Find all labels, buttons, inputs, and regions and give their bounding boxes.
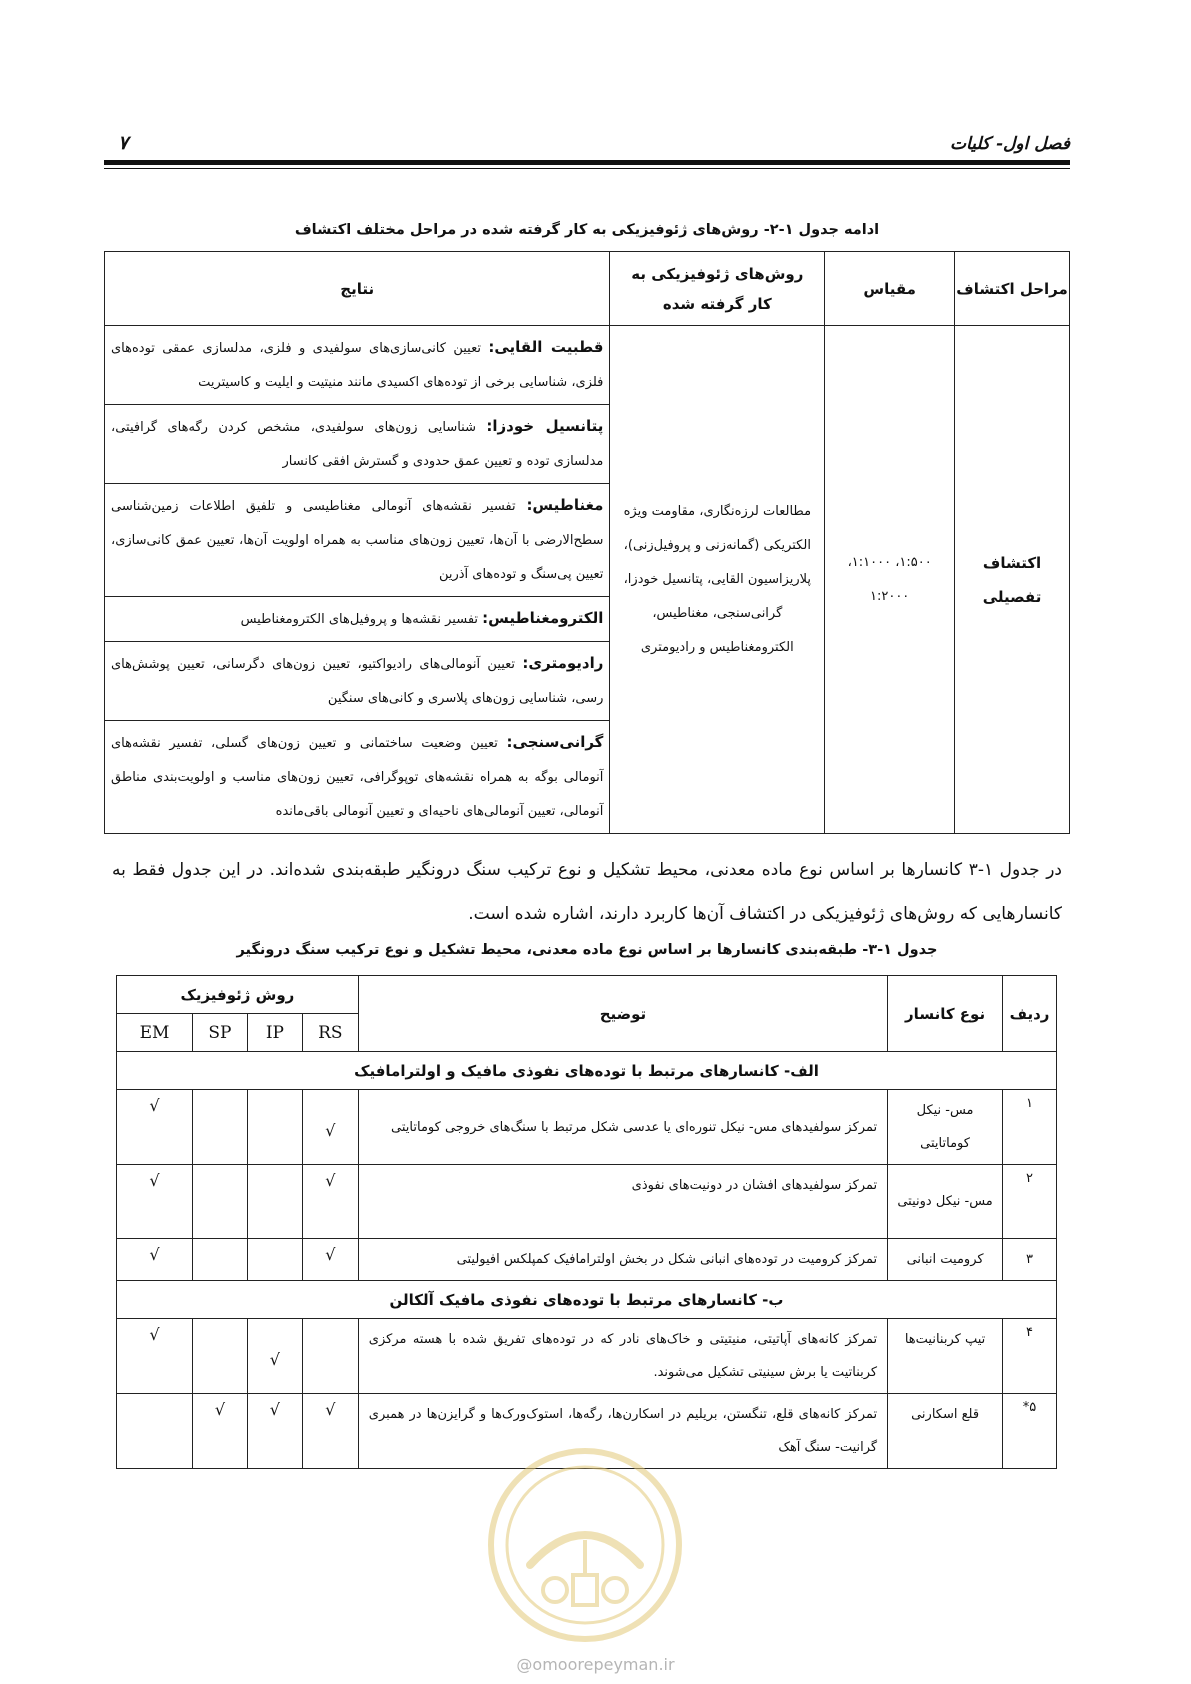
check-ip (247, 1239, 302, 1281)
result-text: تفسیر نقشه‌های آنومالی مغناطیسی و تلفیق اطلاعات زمین‌شناسی سطح‌الارضی با آن‌ها، تعیین زون‌های مناسب به همراه اولویت آن‌ها، تعیین عمق کانی‌سازی، تعیین پی‌سنگ و توده‌های آذرین (111, 499, 604, 582)
result-cell (105, 721, 610, 834)
body-paragraph: در جدول ۱-۳ کانسارها بر اساس نوع ماده معدنی، محیط تشکیل و نوع ترکیب سنگ درونگیر طبقه‌بندی شده‌اند. در این جدول فقط به کانسارهایی که روش‌های ژئوفیزیکی در اکتشاف آن‌ها کاربرد دارند، اشاره شده است. (112, 860, 1062, 924)
result-text: تفسیر نقشه‌ها و پروفیل‌های الکترومغناطیس (240, 612, 483, 627)
table1-row (105, 326, 1070, 405)
check-ip (247, 1090, 302, 1165)
page-header (104, 130, 1070, 164)
header-rule-thin (104, 168, 1070, 169)
row-number: ۱ (1003, 1090, 1057, 1165)
table1 (104, 251, 1070, 834)
methods-line: پلاریزاسیون القایی، پتانسیل خودزا، (623, 571, 812, 587)
deposit-desc: تمرکز کانه‌های قلع، تنگستن، بریلیم در اسکارن‌ها، رگه‌ها، استوک‌ورک‌ها و گرایزن‌ها در همبری گرانیت- سنگ آهک (358, 1394, 887, 1469)
table2-header-desc: توضیح (358, 976, 887, 1052)
table1-header-methods-line1: روش‌های ژئوفیزیکی به (631, 264, 804, 283)
result-text: شناسایی زون‌های سولفیدی، مشخص کردن رگه‌های گرافیتی، مدلسازی توده و تعیین عمق حدودی و گسترش افقی کانسار (111, 420, 604, 469)
stage-line2: تفصیلی (982, 587, 1042, 606)
check-ip: √ (247, 1394, 302, 1469)
table2-header-ip: IP (247, 1014, 302, 1052)
watermark-site: @omoorepeyman.ir (516, 1655, 675, 1674)
table2 (116, 975, 1057, 1469)
result-cell (105, 405, 610, 484)
check-sp: √ (192, 1394, 247, 1469)
check-rs: √ (302, 1239, 358, 1281)
table1-header-results: نتایج (105, 252, 610, 326)
table2-row (117, 1319, 1057, 1394)
result-term: پتانسیل خودزا: (486, 417, 604, 435)
check-em: √ (117, 1239, 193, 1281)
result-term: گرانی‌سنجی: (506, 733, 604, 751)
result-cell (105, 326, 610, 405)
deposit-type: تیپ کربنانیت‌ها (888, 1319, 1003, 1394)
table2-header-row (117, 976, 1057, 1014)
result-text: تعیین وضعیت ساختمانی و تعیین زون‌های گسلی، تفسیر نقشه‌های آنومالی بوگه به همراه نقشه‌های توپوگرافی، تعیین زون‌های مناسب و اولویت‌بندی مناطق آنومالی، تعیین آنومالی‌های ناحیه‌ای و تعیین آنومالی باقی‌مانده (111, 736, 604, 819)
table2-header-em: EM (117, 1014, 193, 1052)
result-cell (105, 597, 610, 642)
table2-section-row (117, 1281, 1057, 1319)
check-em: √ (117, 1319, 193, 1394)
table1-caption: ادامه جدول ۱-۲- روش‌های ژئوفیزیکی به کار گرفته شده در مراحل مختلف اکتشاف (294, 222, 880, 238)
scale-line1: ۱:۵۰۰، ۱:۱۰۰۰، (847, 554, 932, 570)
table2-header-sp: SP (192, 1014, 247, 1052)
deposit-type: قلع اسکارنی (888, 1394, 1003, 1469)
check-rs: √ (302, 1090, 358, 1165)
table2-header-row-num: ردیف (1003, 976, 1057, 1052)
methods-line: مطالعات لرزه‌نگاری، مقاومت ویژه (623, 503, 812, 519)
table2-header-type: نوع کانسار (888, 976, 1003, 1052)
chapter-title: فصل اول- کلیات (950, 134, 1070, 154)
table2-row (117, 1165, 1057, 1239)
deposit-desc: تمرکز سولفیدهای مس- نیکل تنوره‌ای یا عدسی شکل مرتبط با سنگ‌های خروجی کوماتایتی (358, 1090, 887, 1165)
methods-line: الکترومغناطیس و رادیومتری (640, 639, 794, 655)
table1-header-row (105, 252, 1070, 326)
stage-line1: اکتشاف (982, 553, 1042, 572)
table2-section-row (117, 1052, 1057, 1090)
row-number: ۲ (1003, 1165, 1057, 1239)
check-ip: √ (247, 1319, 302, 1394)
header-rule-thick (104, 160, 1070, 165)
check-ip (247, 1165, 302, 1239)
deposit-desc: تمرکز کرومیت در توده‌های انبانی شکل در بخش اولترامافیک کمپلکس افیولیتی (358, 1239, 887, 1281)
section-title: الف- کانسارهای مرتبط با توده‌های نفوذی مافیک و اولترامافیک (117, 1052, 1057, 1090)
table1-header-methods-line2: کار گرفته شده (662, 294, 772, 313)
watermark-seal-icon (485, 1445, 685, 1645)
result-term: قطبیت القایی: (488, 338, 604, 356)
table1-header-scale: مقیاس (825, 252, 955, 326)
table2-caption: جدول ۱-۳- طبقه‌بندی کانسارها بر اساس نوع ماده معدنی، محیط تشکیل و نوع ترکیب سنگ درونگیر (236, 942, 938, 958)
check-rs: √ (302, 1165, 358, 1239)
page-number: ۷ (118, 132, 129, 154)
check-sp (192, 1239, 247, 1281)
deposit-type: مس- نیکل کوماتایتی (888, 1090, 1003, 1165)
methods-line: الکتریکی (گمانه‌زنی و پروفیل‌زنی)، (623, 537, 811, 553)
table1-header-stage: مراحل اکتشاف (955, 252, 1070, 326)
scale-line2: ۱:۲۰۰۰ (870, 588, 910, 604)
check-sp (192, 1165, 247, 1239)
deposit-type: مس- نیکل دونیتی (888, 1165, 1003, 1239)
deposit-desc: تمرکز کانه‌های آپاتیتی، منیتیتی و خاک‌های نادر که در توده‌های تفریق شده با هسته مرکزی کربناتیت یا برش سینیتی تشکیل می‌شوند. (358, 1319, 887, 1394)
table2-header-rs: RS (302, 1014, 358, 1052)
scale-cell (825, 326, 955, 834)
section-title: ب- کانسارهای مرتبط با توده‌های نفوذی مافیک آلکالن (117, 1281, 1057, 1319)
result-cell (105, 642, 610, 721)
result-text: تعیین آنومالی‌های رادیواکتیو، تعیین زون‌های دگرسانی، تعیین پوشش‌های رسی، شناسایی زون‌های پلاسری و کانی‌های سنگین (111, 657, 604, 706)
row-number: ۴ (1003, 1319, 1057, 1394)
methods-cell (610, 326, 825, 834)
result-term: مغناطیس: (526, 496, 604, 514)
row-number: ۳ (1003, 1239, 1057, 1281)
check-sp (192, 1319, 247, 1394)
deposit-type: کرومیت انبانی (888, 1239, 1003, 1281)
check-sp (192, 1090, 247, 1165)
deposit-desc: تمرکز سولفیدهای افشان در دونیت‌های نفوذی (358, 1165, 887, 1239)
table2-header-geo: روش ژئوفیزیک (117, 976, 359, 1014)
check-em: √ (117, 1165, 193, 1239)
check-rs (302, 1319, 358, 1394)
table2-row (117, 1239, 1057, 1281)
check-rs: √ (302, 1394, 358, 1469)
result-cell (105, 484, 610, 597)
result-term: رادیومتری: (522, 654, 604, 672)
table2-row (117, 1090, 1057, 1165)
stage-cell (955, 326, 1070, 834)
check-em: √ (117, 1090, 193, 1165)
methods-line: گرانی‌سنجی، مغناطیس، (652, 605, 783, 621)
row-number: ۵* (1003, 1394, 1057, 1469)
result-text: تعیین کانی‌سازی‌های سولفیدی و فلزی، مدلسازی عمقی توده‌های فلزی، شناسایی برخی از توده‌های اکسیدی مانند منیتیت و ایلیت و کاسیتریت (111, 341, 604, 390)
check-em (117, 1394, 193, 1469)
table1-header-methods (610, 252, 825, 326)
result-term: الکترومغناطیس: (482, 609, 604, 627)
